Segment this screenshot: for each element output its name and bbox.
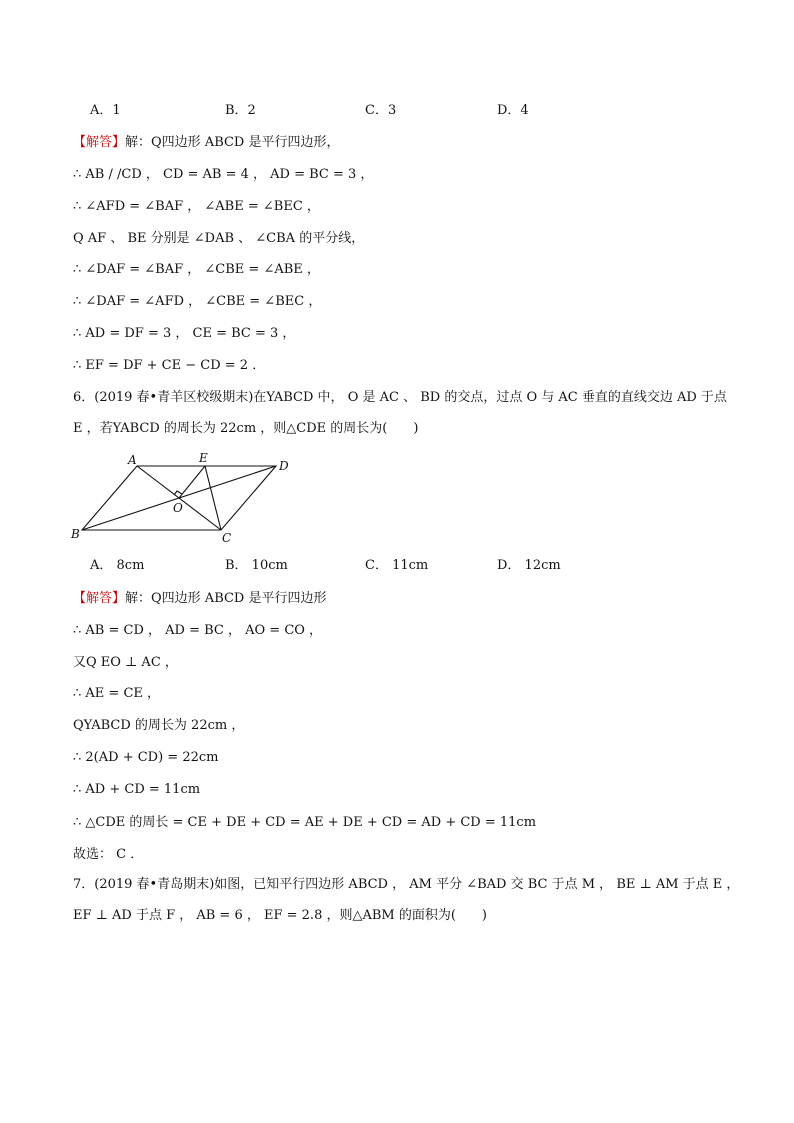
q6-solution-line-6: ∴ 2(AD + CD) = 22cm [73, 750, 219, 765]
q5-solution-line-1: 【解答】解：Q四边形 ABCD 是平行四边形， [73, 135, 340, 150]
label-e: E [199, 451, 208, 465]
q6-solution-line-1: 【解答】解：Q四边形 ABCD 是平行四边形 [73, 591, 327, 606]
label-o: O [173, 501, 183, 515]
q5-solution-line-2: ∴ AB / /CD ， CD = AB = 4 ， AD = BC = 3 ， [73, 167, 374, 182]
q6-solution-line-3: 又Q EO ⊥ AC ， [73, 655, 178, 670]
q5-solution-line-5: ∴ ∠DAF = ∠BAF ， ∠CBE = ∠ABE ， [73, 262, 320, 277]
q6-option-c: C． 11cm [365, 558, 429, 573]
label-d: D [279, 459, 289, 473]
label-b: B [71, 527, 80, 541]
q5-solution-line-4: Q AF 、 BE 分别是 ∠DAB 、 ∠CBA 的平分线， [73, 231, 365, 246]
q6-stem-line-2: E ，若YABCD 的周长为 22cm ，则△CDE 的周长为( ) [73, 421, 419, 436]
q6-solution-line-7: ∴ AD + CD = 11cm [73, 782, 201, 797]
q7-stem-line-1: 7．(2019 春•青岛期末)如图，已知平行四边形 ABCD ， AM 平分 ∠BAD 交 BC 于点 M ， BE ⊥ AM 于点 E ， [73, 877, 740, 892]
q6-parallelogram-figure [66, 448, 306, 548]
right-angle-mark [174, 491, 182, 495]
q6-solution-line-5: QYABCD 的周长为 22cm ， [73, 718, 245, 733]
segment-ec [205, 466, 221, 530]
label-a: A [128, 453, 137, 467]
q6-solution-line-4: ∴ AE = CE ， [73, 686, 161, 701]
q5-option-d: D．4 [497, 103, 529, 118]
q6-stem-line-1: 6．(2019 春•青羊区校级期末)在YABCD 中， O 是 AC 、 BD 的交点，过点 O 与 AC 垂直的直线交边 AD 于点 [73, 390, 727, 405]
q7-stem-line-2: EF ⊥ AD 于点 F ， AB = 6 ， EF = 2.8 ，则△ABM 的面积为( ) [73, 908, 487, 923]
label-c: C [222, 531, 232, 545]
q5-option-b: B．2 [225, 103, 256, 118]
q6-option-a: A． 8cm [90, 558, 145, 573]
q6-solution-line-9: 故选： C ． [73, 847, 144, 862]
q5-solution-line-7: ∴ AD = DF = 3 ， CE = BC = 3 ， [73, 326, 296, 341]
q5-option-a: A．1 [90, 103, 121, 118]
q5-solution-line-3: ∴ ∠AFD = ∠BAF ， ∠ABE = ∠BEC ， [73, 199, 320, 214]
q6-option-b: B． 10cm [225, 558, 288, 573]
q5-answer-tag: 【解答】 [73, 135, 126, 150]
q6-solution-line-2: ∴ AB = CD ， AD = BC ， AO = CO ， [73, 623, 323, 638]
q5-solution-line-8: ∴ EF = DF + CE − CD = 2 ． [73, 358, 266, 373]
q5-solution-line-6: ∴ ∠DAF = ∠AFD ， ∠CBE = ∠BEC ， [73, 294, 322, 309]
q6-option-d: D． 12cm [497, 558, 561, 573]
q5-option-c: C．3 [365, 103, 397, 118]
q6-solution-line-8: ∴ △CDE 的周长 = CE + DE + CD = AE + DE + CD = AD + CD = 11cm [73, 815, 537, 830]
q6-answer-tag: 【解答】 [73, 591, 126, 606]
